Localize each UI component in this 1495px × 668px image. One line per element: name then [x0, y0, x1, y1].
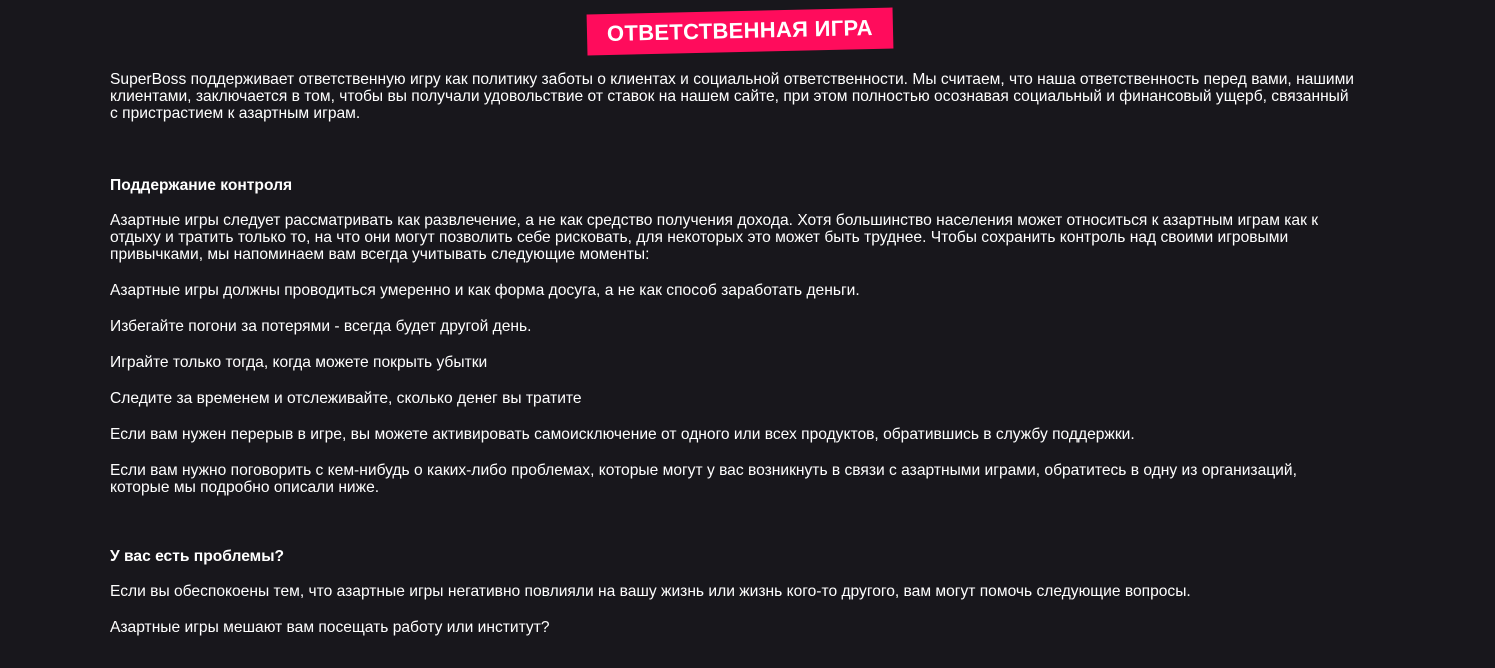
list-item: Следите за временем и отслеживайте, сколько денег вы тратите — [110, 390, 582, 407]
list-item: Если вам нужен перерыв в игре, вы можете активировать самоисключение от одного или всех продуктов, обратившись в службу поддержки. — [110, 426, 1135, 443]
list-item: Играйте только тогда, когда можете покрыть убытки — [110, 354, 488, 371]
list-item: Если вам нужно поговорить с кем-нибудь о каких-либо проблемах, которые могут у вас возникнуть в связи с азартными играми, обратитесь в одну из организаций, которые мы подробно описали ниже. — [110, 462, 1297, 496]
control-paragraph: Азартные игры следует рассматривать как развлечение, а не как средство получения дохода. Хотя большинство населения может относиться к азартным играм как к отдыху и тратить только то, на что они могут позволить себе рисковать, для некоторых это может быть труднее. Чтобы сохранить контроль над своими игровыми привычками, мы напоминаем вам всегда учитывать следующие моменты: — [110, 212, 1319, 263]
list-item: Избегайте погони за потерями - всегда будет другой день. — [110, 318, 532, 335]
list-item: Азартные игры должны проводиться умеренно и как форма досуга, а не как способ заработать деньги. — [110, 282, 860, 299]
content-area — [110, 71, 1355, 636]
problems-paragraph: Если вы обеспокоены тем, что азартные игры негативно повлияли на вашу жизнь или жизнь кого-то другого, вам могут помочь следующие вопросы. — [110, 583, 1191, 600]
section-heading-control: Поддержание контроля — [110, 177, 293, 194]
list-item: Азартные игры мешают вам посещать работу или институт? — [110, 619, 550, 636]
page-title: ОТВЕТСТВЕННАЯ ИГРА — [586, 8, 893, 56]
page-title-wrap — [0, 11, 1495, 52]
intro-paragraph: SuperBoss поддерживает ответственную игру как политику заботы о клиентах и социальной ответственности. Мы считаем, что наша ответственность перед вами, нашими клиентами, заключается в том, чтобы вы получали удовольствие от ставок на нашем сайте, при этом полностью осознавая социальный и финансовый ущерб, связанный с пристрастием к азартным играм. — [110, 71, 1355, 122]
section-heading-problems: У вас есть проблемы? — [110, 548, 285, 565]
